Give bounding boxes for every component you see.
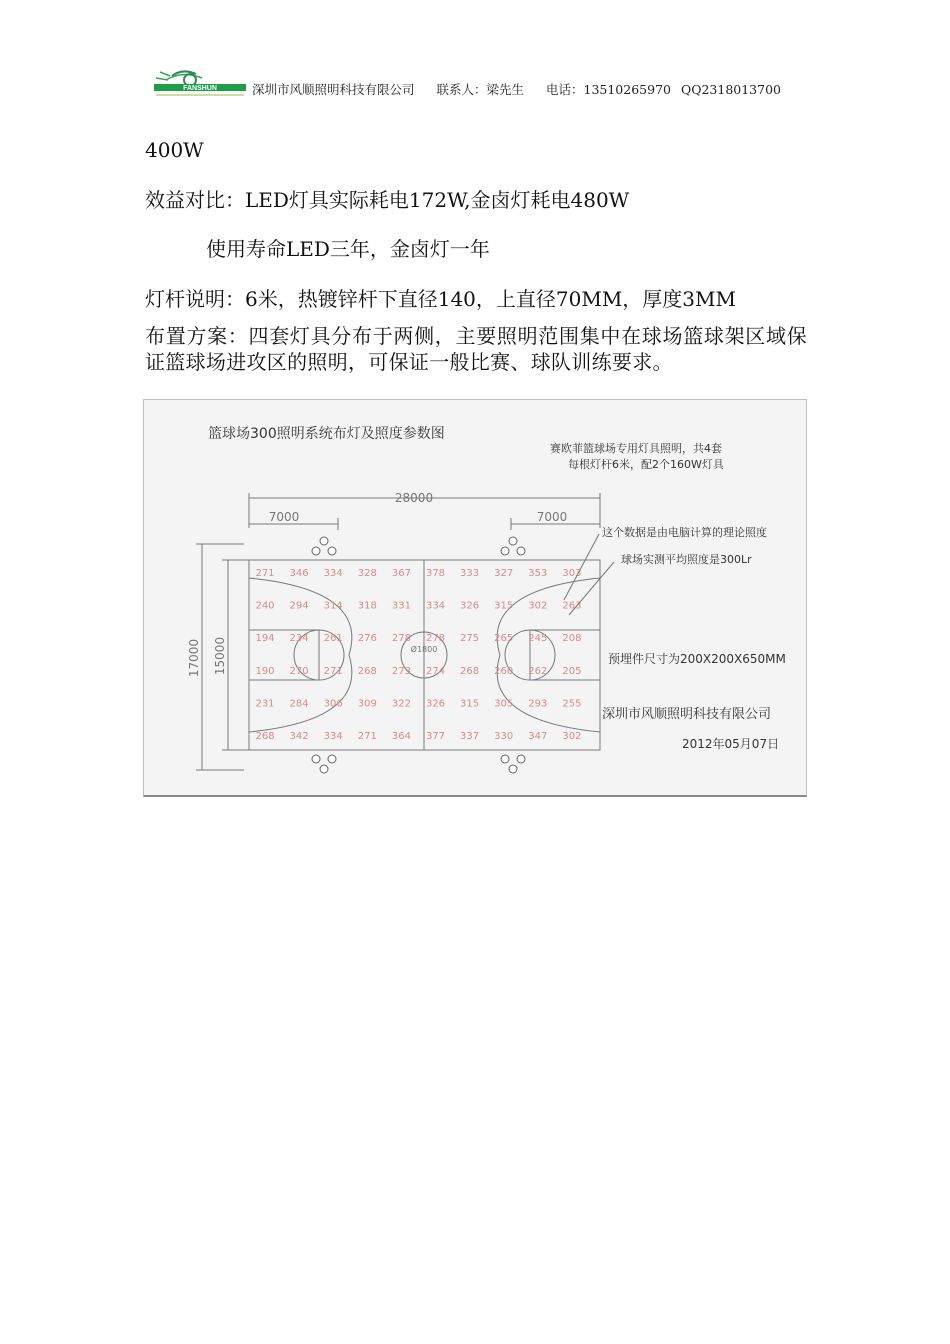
annotation-measured: 球场实测平均照度是300Lr xyxy=(621,553,752,566)
illuminance-value: 342 xyxy=(289,731,309,742)
header-contact-line xyxy=(252,80,781,98)
illuminance-value: 274 xyxy=(425,665,446,677)
illuminance-value: 190 xyxy=(255,665,275,677)
illuminance-value: 240 xyxy=(255,600,275,612)
annotation-leader-1 xyxy=(564,534,599,600)
illuminance-value: 245 xyxy=(528,633,548,645)
illuminance-value: 367 xyxy=(391,568,411,579)
illuminance-value: 271 xyxy=(255,568,275,579)
illuminance-value: 261 xyxy=(323,633,343,645)
dimension-left: 7000 xyxy=(268,510,300,524)
figure-note-1: 赛欧菲篮球场专用灯具照明，共4套 xyxy=(550,442,722,455)
center-circle-label: Ø1800 xyxy=(410,645,438,654)
header-company: 深圳市风顺照明科技有限公司 xyxy=(252,82,415,97)
illuminance-grid xyxy=(255,568,581,742)
illuminance-value: 328 xyxy=(357,568,377,579)
illuminance-value: 353 xyxy=(528,568,548,579)
illuminance-value: 208 xyxy=(562,633,582,645)
header-qq: QQ2318013700 xyxy=(680,82,781,97)
illuminance-value: 268 xyxy=(357,665,377,677)
illuminance-value: 276 xyxy=(357,633,377,645)
illuminance-value: 273 xyxy=(391,665,411,677)
dimension-outer-vertical: 17000 xyxy=(187,638,201,678)
illuminance-value: 275 xyxy=(460,633,480,645)
illuminance-value: 377 xyxy=(425,731,446,742)
company-logo xyxy=(152,68,248,104)
figure-note-2: 每根灯杆6米，配2个160W灯具 xyxy=(568,458,724,471)
illuminance-value: 278 xyxy=(425,633,446,645)
illuminance-value: 270 xyxy=(289,665,309,677)
illuminance-value: 364 xyxy=(391,731,411,742)
embed-size-note: 预埋件尺寸为200X200X650MM xyxy=(608,652,786,666)
dimension-inner-vertical: 15000 xyxy=(213,636,227,676)
illuminance-value: 315 xyxy=(460,698,480,710)
illuminance-value: 315 xyxy=(494,600,514,612)
pole-top-right xyxy=(501,537,525,555)
illuminance-value: 327 xyxy=(494,568,514,579)
illuminance-value: 263 xyxy=(562,600,582,612)
page-header xyxy=(152,68,812,108)
illuminance-value: 331 xyxy=(391,600,411,612)
illuminance-value: 334 xyxy=(425,600,446,612)
illuminance-value: 346 xyxy=(289,568,309,579)
illuminance-value: 303 xyxy=(562,568,582,579)
paragraph-pole: 灯杆说明：6米，热镀锌杆下直径140，上直径70MM，厚度3MM xyxy=(145,287,736,311)
dimension-right: 7000 xyxy=(536,510,568,524)
header-phone: 电话：13510265970 xyxy=(546,82,671,97)
illuminance-value: 231 xyxy=(255,698,275,710)
illuminance-value: 334 xyxy=(323,731,343,742)
illuminance-value: 334 xyxy=(323,568,343,579)
illuminance-value: 306 xyxy=(323,698,343,710)
illuminance-value: 284 xyxy=(289,698,309,710)
illuminance-value: 337 xyxy=(460,731,480,742)
illuminance-value: 262 xyxy=(528,665,548,677)
illuminance-value: 314 xyxy=(323,600,343,612)
court-diagram xyxy=(144,400,806,795)
illuminance-value: 271 xyxy=(323,665,343,677)
illuminance-value: 302 xyxy=(528,600,548,612)
illuminance-value: 268 xyxy=(460,665,480,677)
illuminance-value: 330 xyxy=(494,731,514,742)
illuminance-value: 378 xyxy=(425,568,446,579)
illuminance-value: 302 xyxy=(562,731,582,742)
illuminance-value: 268 xyxy=(255,731,275,742)
illuminance-value: 278 xyxy=(391,633,411,645)
pole-bottom-right xyxy=(501,755,525,773)
illuminance-value: 322 xyxy=(391,698,411,710)
lighting-layout-figure xyxy=(143,399,807,797)
illuminance-value: 234 xyxy=(289,633,309,645)
figure-company: 深圳市风顺照明科技有限公司 xyxy=(602,707,772,722)
illuminance-value: 309 xyxy=(357,698,377,710)
illuminance-value: 333 xyxy=(460,568,480,579)
illuminance-value: 318 xyxy=(357,600,377,612)
court-lines xyxy=(249,560,600,750)
paragraph-lifespan: 使用寿命LED三年，金卤灯一年 xyxy=(206,237,490,261)
illuminance-value: 347 xyxy=(528,731,548,742)
figure-title: 篮球场300照明系统布灯及照度参数图 xyxy=(208,426,445,442)
paragraph-power: 400W xyxy=(145,138,204,162)
figure-date: 2012年05月07日 xyxy=(682,737,780,751)
illuminance-value: 326 xyxy=(460,600,480,612)
illuminance-value: 260 xyxy=(494,665,514,677)
pole-top-left xyxy=(312,537,336,555)
illuminance-value: 305 xyxy=(494,698,514,710)
annotation-theoretical: 这个数据是由电脑计算的理论照度 xyxy=(602,526,767,539)
paragraph-benefit: 效益对比：LED灯具实际耗电172W,金卤灯耗电480W xyxy=(145,188,630,212)
logo-text: FANSHUN xyxy=(183,85,217,92)
illuminance-value: 293 xyxy=(528,698,548,710)
illuminance-value: 194 xyxy=(255,633,275,645)
illuminance-value: 205 xyxy=(562,665,582,677)
illuminance-value: 294 xyxy=(289,600,309,612)
illuminance-value: 265 xyxy=(494,633,514,645)
header-contact: 联系人：梁先生 xyxy=(436,82,525,97)
illuminance-value: 255 xyxy=(562,698,582,710)
illuminance-value: 271 xyxy=(357,731,377,742)
pole-bottom-left xyxy=(312,755,336,773)
dimension-total: 28000 xyxy=(394,491,434,505)
paragraph-layout-plan: 布置方案：四套灯具分布于两侧，主要照明范围集中在球场篮球架区域保证篮球场进攻区的照明，可保证一般比赛、球队训练要求。 xyxy=(145,324,807,374)
illuminance-value: 326 xyxy=(425,698,446,710)
